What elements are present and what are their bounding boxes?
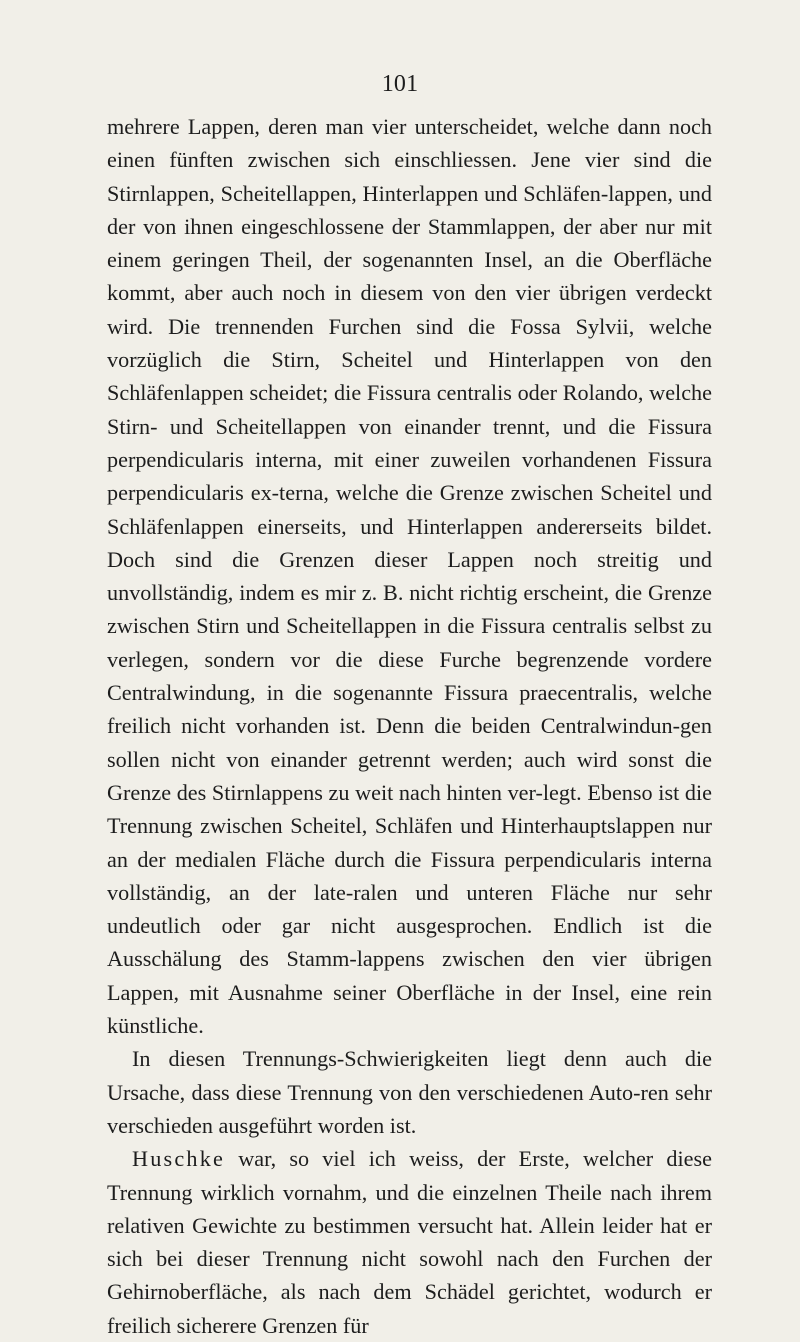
body-text [107, 110, 712, 1342]
page-number: 101 [381, 71, 419, 97]
paragraph-3-text: war, so viel ich weiss, der Erste, welcher diese Trennung wirklich vornahm, und die einzelnen Theile nach ihrem relativen Gewichte zu bestimmen versucht hat. Allein leider hat er sich bei dieser Trennung nicht sowohl nach den Furchen der Gehirnoberfläche, als nach dem Schädel gerichtet, wodurch er freilich sicherere Grenzen für [107, 1146, 712, 1338]
paragraph-3 [107, 1142, 712, 1342]
paragraph-1: mehrere Lappen, deren man vier unterscheidet, welche dann noch einen fünften zwischen sich einschliessen. Jene vier sind die Stirnlappen, Scheitellappen, Hinterlappen und Schläfen-lappen, und der von ihnen eingeschlossene der Stammlappen, der aber nur mit einem geringen Theil, der sogenannten Insel, an die Oberfläche kommt, aber auch noch in diesem von den vier übrigen verdeckt wird. Die trennenden Furchen sind die Fossa Sylvii, welche vorzüglich die Stirn, Scheitel und Hinterlappen von den Schläfenlappen scheidet; die Fissura centralis oder Rolando, welche Stirn- und Scheitellappen von einander trennt, und die Fissura perpendicularis interna, mit einer zuweilen vorhandenen Fissura perpendicularis ex-terna, welche die Grenze zwischen Scheitel und Schläfenlappen einerseits, und Hinterlappen andererseits bildet. Doch sind die Grenzen dieser Lappen noch streitig und unvollständig, indem es mir z. B. nicht richtig erscheint, die Grenze zwischen Stirn und Scheitellappen in die Fissura centralis selbst zu verlegen, sondern vor die diese Furche begrenzende vordere Centralwindung, in die sogenannte Fissura praecentralis, welche freilich nicht vorhanden ist. Denn die beiden Centralwindun-gen sollen nicht von einander getrennt werden; auch wird sonst die Grenze des Stirnlappens zu weit nach hinten ver-legt. Ebenso ist die Trennung zwischen Scheitel, Schläfen und Hinterhauptslappen nur an der medialen Fläche durch die Fissura perpendicularis interna vollständig, an der late-ralen und unteren Fläche nur sehr undeutlich oder gar nicht ausgesprochen. Endlich ist die Ausschälung des Stamm-lappens zwischen den vier übrigen Lappen, mit Ausnahme seiner Oberfläche in der Insel, eine rein künstliche. [107, 114, 712, 1039]
author-name: Huschke [132, 1146, 226, 1172]
paragraph-2: In diesen Trennungs-Schwierigkeiten liegt denn auch die Ursache, dass diese Trennung von den verschiedenen Auto-ren sehr verschieden ausgeführt worden ist. [107, 1046, 712, 1138]
